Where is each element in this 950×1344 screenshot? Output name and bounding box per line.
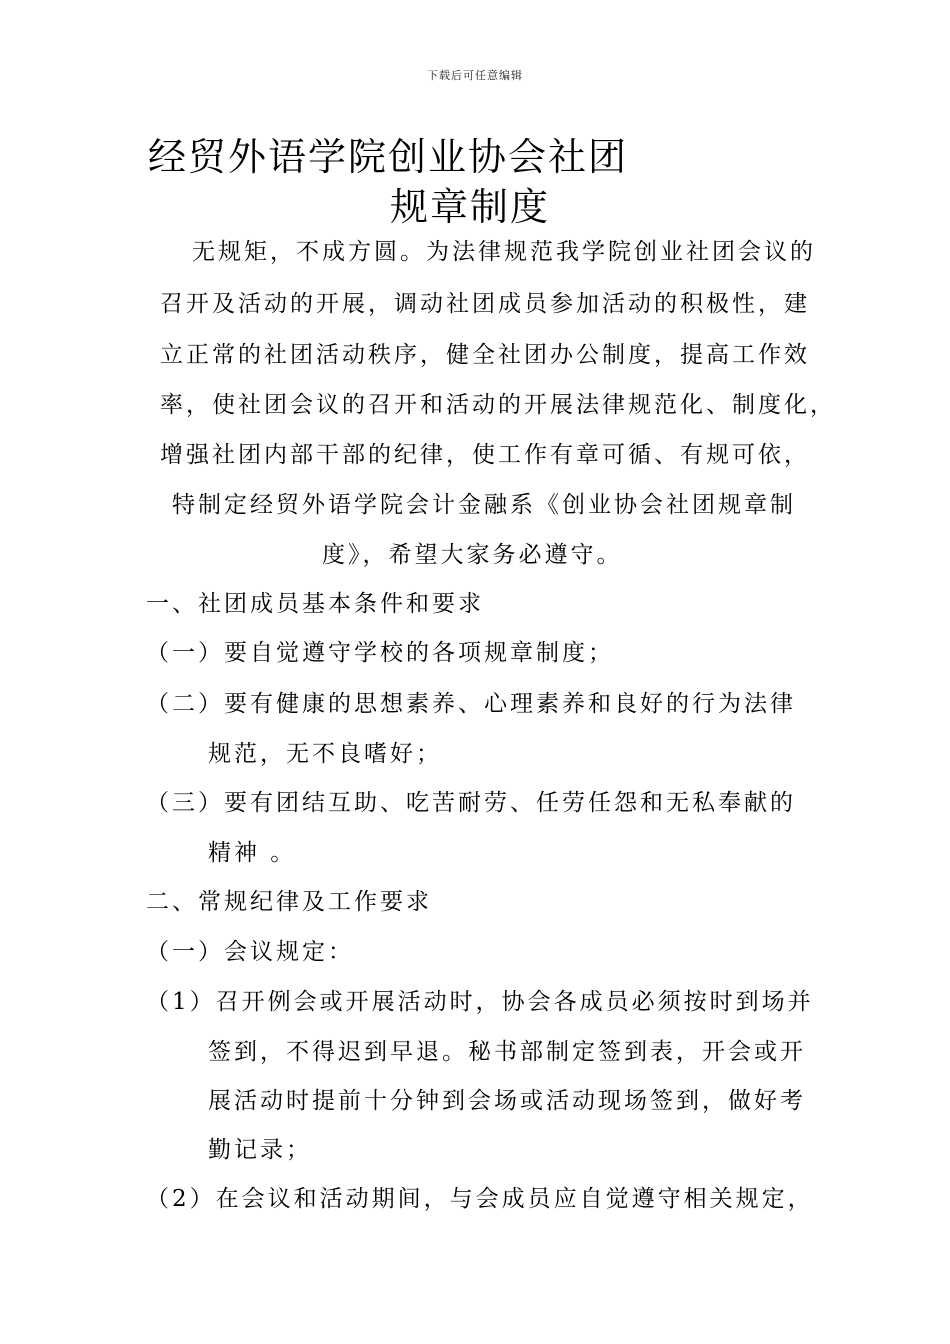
intro-line: 率，使社团会议的召开和活动的开展法律规范化、制度化， [160,392,836,418]
document-title-line-2: 规章制度 [390,185,551,229]
intro-line: 召开及活动的开展，调动社团成员参加活动的积极性，建 [160,291,810,317]
section-item-continuation: 规范，无不良嗜好； [208,741,442,767]
intro-line: 度》，希望大家务必遵守。 [322,542,623,568]
section-item: （1）召开例会或开展活动时，协会各成员必须按时到场并 [146,989,814,1015]
section-heading-1: 一、社团成员基本条件和要求 [146,591,484,617]
sub-heading: （一）会议规定： [146,939,354,965]
section-item: （三）要有团结互助、吃苦耐劳、任劳任怨和无私奉献的 [146,790,796,816]
section-heading-2: 二、常规纪律及工作要求 [146,889,432,915]
section-item: （二）要有健康的思想素养、心理素养和良好的行为法律 [146,691,796,717]
page-header: 下载后可任意编辑 [427,69,523,82]
section-item: （2）在会议和活动期间，与会成员应自觉遵守相关规定， [146,1186,814,1212]
intro-line: 无规矩，不成方圆。为法律规范我学院创业社团会议的 [192,239,816,265]
intro-line: 增强社团内部干部的纪律，使工作有章可循、有规可依， [160,442,810,468]
section-item-continuation: 签到，不得迟到早退。秘书部制定签到表，开会或开 [208,1039,806,1065]
document-title-line-1: 经贸外语学院创业协会社团 [148,135,629,179]
intro-line: 特制定经贸外语学院会计金融系《创业协会社团规章制 [172,492,796,518]
intro-line: 立正常的社团活动秩序，健全社团办公制度，提高工作效 [160,342,810,368]
section-item-continuation: 展活动时提前十分钟到会场或活动现场签到，做好考 [208,1088,806,1114]
section-item: （一）要自觉遵守学校的各项规章制度； [146,640,614,666]
section-item-continuation: 精神 。 [208,840,297,866]
section-item-continuation: 勤记录； [208,1137,312,1163]
